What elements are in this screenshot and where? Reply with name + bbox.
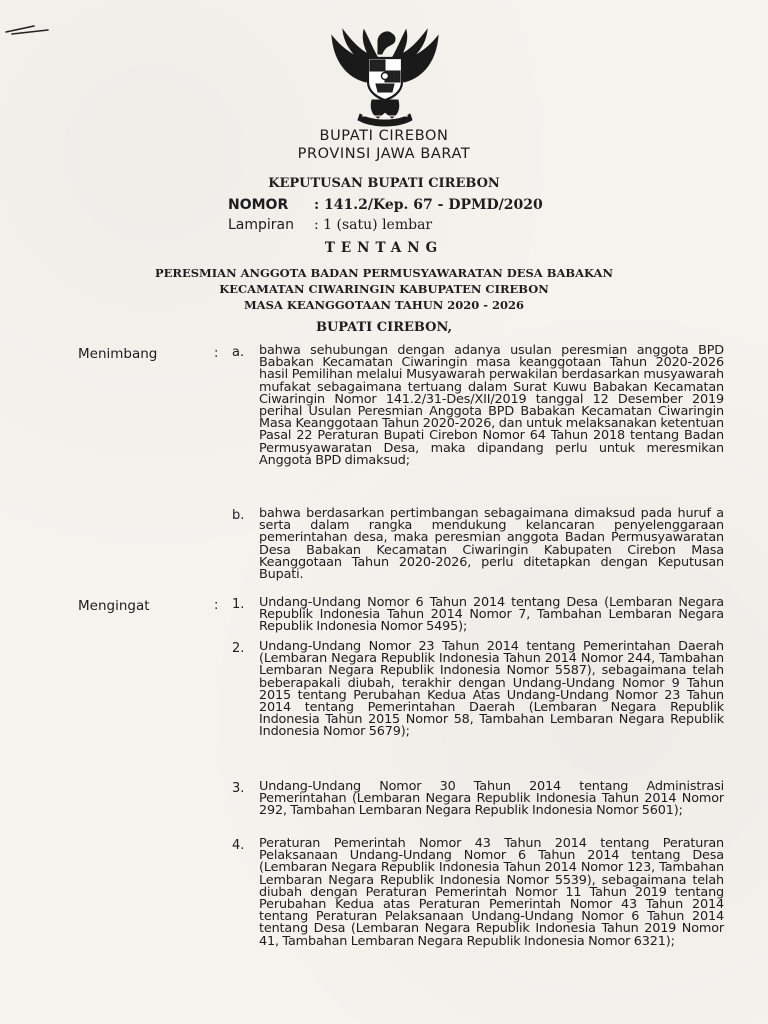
- mengingat-colon: :: [214, 598, 219, 613]
- list-item: [232, 508, 724, 581]
- subject-line: PERESMIAN ANGGOTA BADAN PERMUSYAWARATAN DESA BABAKAN: [155, 266, 613, 280]
- item-marker: 2.: [232, 641, 245, 656]
- pen-mark: [4, 22, 52, 38]
- lampiran-value: : 1 (satu) lembar: [314, 217, 433, 233]
- subject-line: MASA KEANGGOTAAN TAHUN 2020 - 2026: [243, 298, 525, 312]
- issuer-line: BUPATI CIREBON: [319, 128, 449, 144]
- item-text: Undang-Undang Nomor 23 Tahun 2014 tentang Pemerintahan Daerah (Lembaran Negara Republik Indonesia Tahun 2014 Nomor 244, Tambahan Lembaran Negara Republik Indonesia Nomor 5587), sebagaimana telah beberapakali diubah, terakhir dengan Undang-Undang Nomor 9 Tahun 2015 tentang Perubahan Kedua Atas Undang-Undang Nomor 23 Tahun 2014 tentang Pemerintahan Daerah (Lembaran Negara Republik Indonesia Tahun 2015 Nomor 58, Tambahan Lembaran Negara Republik Indonesia Nomor 5679);: [259, 639, 724, 740]
- menimbang-label: Menimbang: [78, 346, 158, 362]
- item-text: Peraturan Pemerintah Nomor 43 Tahun 2014 tentang Peraturan Pelaksanaan Undang-Undang Nomor 6 Tahun 2014 tentang Desa (Lembaran Negara Republik Indonesia Tahun 2014 Nomor 123, Tambahan Lembaran Negara Republik Indonesia Nomor 5539), sebagaimana telah diubah dengan Peraturan Pemerintah Nomor 11 Tahun 2019 tentang Perubahan Kedua atas Peraturan Pemerintah Nomor 43 Tahun 2014 tentang Peraturan Pelaksanaan Undang-Undang Nomor 6 Tahun 2014 tentang Desa (Lembaran Negara Republik Indonesia Tahun 2019 Nomor 41, Tambahan Lembaran Negara Republik Indonesia Nomor 6321);: [259, 836, 724, 949]
- document-title: KEPUTUSAN BUPATI CIREBON: [268, 176, 500, 191]
- item-marker: a.: [232, 345, 245, 360]
- item-text: Undang-Undang Nomor 6 Tahun 2014 tentang Desa (Lembaran Negara Republik Indonesia Tahun 2014 Nomor 7, Tambahan Lembaran Negara Republik Indonesia Nomor 5495);: [259, 595, 724, 635]
- province-line: PROVINSI JAWA BARAT: [297, 146, 471, 162]
- list-item: [232, 641, 724, 739]
- subject-line: KECAMATAN CIWARINGIN KABUPATEN CIREBON: [219, 282, 549, 296]
- list-item: [232, 781, 724, 818]
- garuda-emblem-icon: [326, 22, 444, 128]
- item-text: bahwa sehubungan dengan adanya usulan peresmian anggota BPD Babakan Kecamatan Ciwaringin masa keanggotaan Tahun 2020-2026 hasil Pemilihan melalui Musyawarah perwakilan berdasarkan musyawarah mufakat sebagaimana tertuang dalam Surat Kuwu Babakan Kecamatan Ciwaringin Nomor 141.2/31-Des/XII/2019 tanggal 12 Desember 2019 perihal Usulan Peresmian Anggota BPD Babakan Kecamatan Ciwaringin Masa Keanggotaan Tahun 2020-2026, dan untuk melaksanakan ketentuan Pasal 22 Peraturan Bupati Cirebon Nomor 64 Tahun 2018 tentang Badan Permusyawaratan Desa, maka dipandang perlu untuk meresmikan Anggota BPD dimaksud;: [259, 343, 724, 468]
- bupati-label: BUPATI CIREBON,: [315, 320, 453, 335]
- tentang-heading: TENTANG: [324, 240, 444, 256]
- lampiran-row: [228, 217, 432, 233]
- item-marker: 1.: [232, 597, 245, 612]
- nomor-label: NOMOR: [228, 197, 289, 213]
- item-text: bahwa berdasarkan pertimbangan sebagaimana dimaksud pada huruf a serta dalam rangka mendukung kelancaran penyelenggaraan pemerintahan desa, maka peresmian anggota Badan Permusyawaratan Desa Babakan Kecamatan Ciwaringin Kabupaten Cirebon Masa Keanggotaan Tahun 2020-2026, perlu ditetapkan dengan Keputusan Bupati.: [259, 506, 724, 583]
- item-text: Undang-Undang Nomor 30 Tahun 2014 tentang Administrasi Pemerintahan (Lembaran Negara Republik Indonesia Tahun 2014 Nomor 292, Tambahan Lembaran Negara Republik Indonesia Nomor 5601);: [259, 779, 724, 819]
- item-marker: b.: [232, 508, 245, 523]
- item-marker: 3.: [232, 781, 245, 796]
- list-item: [232, 597, 724, 634]
- item-marker: 4.: [232, 838, 245, 853]
- list-item: [232, 345, 724, 467]
- nomor-row: [228, 197, 543, 213]
- list-item: [232, 838, 724, 948]
- mengingat-label: Mengingat: [78, 598, 150, 614]
- menimbang-colon: :: [214, 346, 219, 361]
- lampiran-label: Lampiran: [228, 217, 295, 233]
- nomor-value: : 141.2/Kep. 67 - DPMD/2020: [314, 197, 543, 213]
